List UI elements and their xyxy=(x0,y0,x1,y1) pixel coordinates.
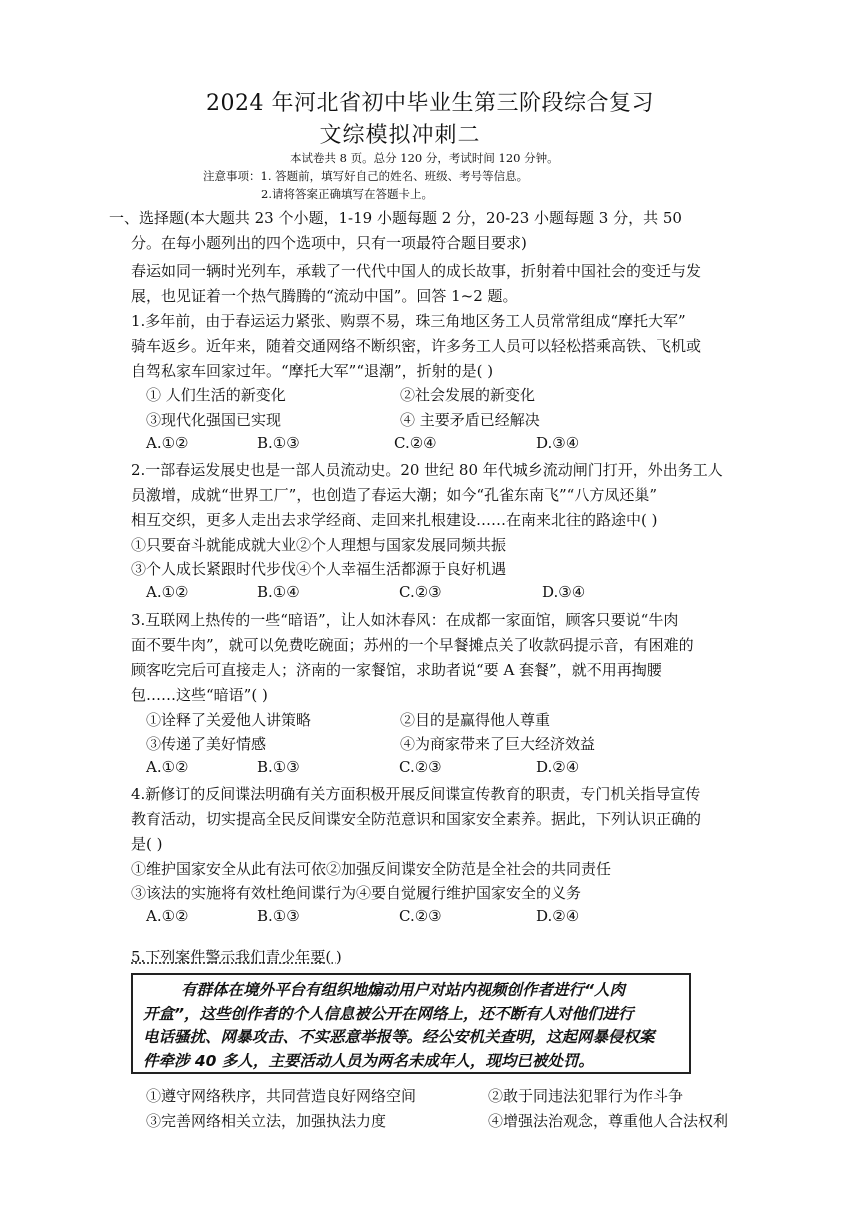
q5-case-line2: 开盒”，这些创作者的个人信息被公开在网络上，还不断有人对他们进行 xyxy=(143,1004,634,1023)
q4-option-d: D.②④ xyxy=(536,907,580,925)
section-heading-line2: 分。在每小题列出的四个选项中，只有一项最符合题目要求) xyxy=(131,234,527,252)
q5-case-box xyxy=(131,973,691,1074)
q1-option-d: D.③④ xyxy=(536,434,580,452)
exam-notice-1: 注意事项：1. 答题前，填写好自己的姓名、班级、考号等信息。 xyxy=(203,169,529,183)
q4-statements-3-4: ③该法的实施将有效杜绝间谍行为④要自觉履行维护国家安全的义务 xyxy=(131,884,582,902)
q2-stem-line1: 2.一部春运发展史也是一部人员流动史。20 世纪 80 年代城乡流动闸门打开，外出务工人 xyxy=(131,461,723,479)
q2-option-d: D.③④ xyxy=(542,583,586,601)
q5-statement-2: ②敢于同违法犯罪行为作斗争 xyxy=(488,1087,684,1105)
q3-stem-line2: 面不要牛肉”，就可以免费吃碗面；苏州的一个早餐摊点关了收款码提示音，有困难的 xyxy=(131,636,694,654)
q1-stem-line2: 骑车返乡。近年来，随着交通网络不断织密，许多务工人员可以轻松搭乘高铁、飞机或 xyxy=(131,337,702,355)
q4-stem-line1: 4.新修订的反间谍法明确有关方面积极开展反间谍宣传教育的职责，专门机关指导宣传 xyxy=(131,785,701,803)
q3-option-c: C.②③ xyxy=(399,758,442,776)
q2-option-b: B.①④ xyxy=(257,583,300,601)
intro-line1: 春运如同一辆时光列车，承载了一代代中国人的成长故事，折射着中国社会的变迁与发 xyxy=(131,262,702,280)
q3-option-b: B.①③ xyxy=(257,758,300,776)
q2-stem-line2: 员激增，成就“世界工厂”，也创造了春运大潮；如今“孔雀东南飞”“八方凤还巢” xyxy=(131,486,658,504)
q1-statement-3: ③现代化强国已实现 xyxy=(146,411,282,429)
q3-option-d: D.②④ xyxy=(536,758,580,776)
q1-statement-2: ②社会发展的新变化 xyxy=(400,386,536,404)
q1-option-b: B.①③ xyxy=(257,434,300,452)
q4-statements-1-2: ①维护国家安全从此有法可依②加强反间谍安全防范是全社会的共同责任 xyxy=(131,860,612,878)
q5-stem: 5.下列案件警示我们青少年要( ) xyxy=(131,948,342,966)
q1-option-c: C.②④ xyxy=(394,434,437,452)
q1-stem-line3: 自驾私家车回家过年。“摩托大军”“退潮”，折射的是( ) xyxy=(131,362,494,380)
q3-stem-line1: 3.互联网上热传的一些“暗语”，让人如沐春风：在成都一家面馆，顾客只要说“牛肉 xyxy=(131,611,679,629)
q4-option-c: C.②③ xyxy=(399,907,442,925)
intro-line2: 展，也见证着一个热气腾腾的“流动中国”。回答 1~2 题。 xyxy=(131,287,518,305)
exam-info-note: 本试卷共 8 页。总分 120 分，考试时间 120 分钟。 xyxy=(290,151,559,165)
q3-statement-1: ①诠释了关爱他人讲策略 xyxy=(146,711,312,729)
q5-statement-1: ①遵守网络秩序，共同营造良好网络空间 xyxy=(146,1087,417,1105)
q2-statements-1-2: ①只要奋斗就能成就大业②个人理想与国家发展同频共振 xyxy=(131,536,507,554)
q3-statement-3: ③传递了美好情感 xyxy=(146,735,267,753)
q3-stem-line4: 包……这些“暗语”( ) xyxy=(131,686,268,704)
q2-statements-3-4: ③个人成长紧跟时代步伐④个人幸福生活都源于良好机遇 xyxy=(131,560,507,578)
q2-option-c: C.②③ xyxy=(399,583,442,601)
q2-option-a: A.①② xyxy=(146,583,189,601)
q1-statement-4: ④ 主要矛盾已经解决 xyxy=(400,411,540,429)
q5-case-line3: 电话骚扰、网暴攻击、不实恶意举报等。经公安机关查明，这起网暴侵权案 xyxy=(143,1028,655,1046)
exam-notice-2: 2.请将答案正确填写在答题卡上。 xyxy=(261,187,433,201)
q3-statement-4: ④为商家带来了巨大经济效益 xyxy=(400,735,596,753)
exam-title-line1: 2024 年河北省初中毕业生第三阶段综合复习 xyxy=(206,91,654,116)
q5-statement-4: ④增强法治观念，尊重他人合法权利 xyxy=(488,1112,729,1130)
q3-option-a: A.①② xyxy=(146,758,189,776)
q1-stem-line1: 1.多年前，由于春运运力紧张、购票不易，珠三角地区务工人员常常组成“摩托大军” xyxy=(131,312,686,330)
q3-statement-2: ②目的是赢得他人尊重 xyxy=(400,711,551,729)
q1-option-a: A.①② xyxy=(146,434,189,452)
q5-statement-3: ③完善网络相关立法，加强执法力度 xyxy=(146,1112,387,1130)
q4-stem-line3: 是( ) xyxy=(131,835,163,853)
exam-title-line2: 文综模拟冲刺二 xyxy=(319,123,481,148)
q5-case-line4: 件牵涉 40 多人，主要活动人员为两名未成年人，现均已被处罚。 xyxy=(143,1051,594,1070)
q5-case-line1: 有群体在境外平台有组织地煽动用户对站内视频创作者进行“人肉 xyxy=(181,981,625,999)
q4-option-b: B.①③ xyxy=(257,907,300,925)
q2-stem-line3: 相互交织，更多人走出去求学经商、走回来扎根建设……在南来北往的路途中( ) xyxy=(131,511,658,529)
q4-option-a: A.①② xyxy=(146,907,189,925)
q1-statement-1: ① 人们生活的新变化 xyxy=(146,386,286,404)
q4-stem-line2: 教育活动，切实提高全民反间谍安全防范意识和国家安全素养。据此，下列认识正确的 xyxy=(131,810,702,828)
q3-stem-line3: 顾客吃完后可直接走人；济南的一家餐馆，求助者说“要 A 套餐”，就不用再掏腰 xyxy=(131,661,662,679)
section-heading-line1: 一、选择题(本大题共 23 个小题，1-19 小题每题 2 分，20-23 小题每题 3 分，共 50 xyxy=(109,209,682,227)
